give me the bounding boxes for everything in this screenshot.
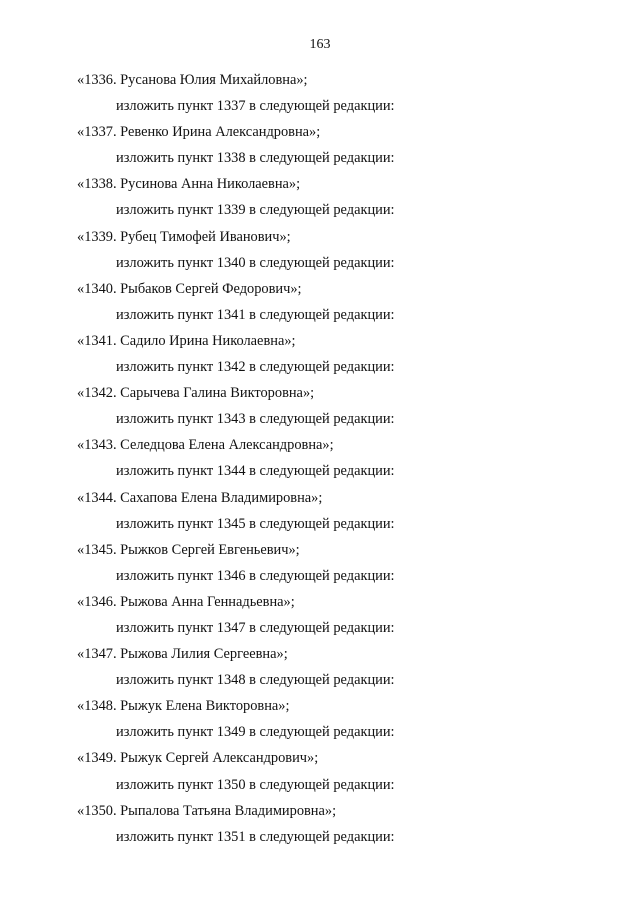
entry-1338 [77, 171, 597, 223]
entry-1349 [77, 745, 597, 797]
entry-instruction: изложить пункт 1339 в следующей редакции: [116, 202, 395, 219]
entry-instruction: изложить пункт 1343 в следующей редакции: [116, 411, 395, 428]
entry-1339 [77, 224, 597, 276]
entry-name-line: «1349. Рыжук Сергей Александрович»; [77, 750, 319, 767]
entry-instruction: изложить пункт 1345 в следующей редакции: [116, 515, 395, 532]
entry-1337 [77, 119, 597, 171]
entry-name-line: «1344. Сахапова Елена Владимировна»; [77, 489, 323, 506]
entry-1341 [77, 328, 597, 380]
entry-name-line: «1347. Рыжова Лилия Сергеевна»; [77, 646, 288, 663]
entry-name-line: «1336. Русанова Юлия Михайловна»; [77, 72, 308, 88]
entry-1345 [77, 537, 597, 589]
entry-name-line: «1340. Рыбаков Сергей Федорович»; [77, 280, 302, 297]
entry-name-line: «1338. Русинова Анна Николаевна»; [77, 176, 301, 193]
entry-instruction: изложить пункт 1351 в следующей редакции: [116, 828, 395, 845]
entry-1346 [77, 589, 597, 641]
entry-instruction: изложить пункт 1346 в следующей редакции: [116, 567, 395, 584]
entry-instruction: изложить пункт 1341 в следующей редакции: [116, 306, 395, 323]
entry-instruction: изложить пункт 1350 в следующей редакции: [116, 776, 395, 793]
entry-1344 [77, 485, 597, 537]
entry-1350 [77, 798, 597, 850]
entry-name-line: «1345. Рыжков Сергей Евгеньевич»; [77, 541, 300, 558]
entry-name-line: «1337. Ревенко Ирина Александровна»; [77, 124, 321, 141]
entry-instruction: изложить пункт 1340 в следующей редакции: [116, 254, 395, 271]
entry-name-line: «1350. Рыпалова Татьяна Владимировна»; [77, 802, 337, 819]
entry-name-line: «1346. Рыжова Анна Геннадьевна»; [77, 593, 295, 610]
entry-1348 [77, 693, 597, 745]
entry-1342 [77, 380, 597, 432]
entry-instruction: изложить пункт 1344 в следующей редакции: [116, 463, 395, 480]
entry-instruction: изложить пункт 1342 в следующей редакции: [116, 359, 395, 376]
entry-instruction: изложить пункт 1337 в следующей редакции: [116, 98, 395, 115]
entry-name-line: «1339. Рубец Тимофей Иванович»; [77, 228, 291, 245]
entry-1336 [77, 67, 597, 119]
entry-instruction: изложить пункт 1348 в следующей редакции: [116, 672, 395, 689]
entry-1347 [77, 641, 597, 693]
entry-1340 [77, 276, 597, 328]
entry-instruction: изложить пункт 1349 в следующей редакции: [116, 724, 395, 741]
entry-instruction: изложить пункт 1347 в следующей редакции: [116, 619, 395, 636]
entry-name-line: «1348. Рыжук Елена Викторовна»; [77, 698, 290, 715]
entry-name-line: «1342. Сарычева Галина Викторовна»; [77, 385, 315, 402]
page-number: 163 [309, 37, 331, 52]
entry-name-line: «1341. Садило Ирина Николаевна»; [77, 332, 296, 349]
entry-name-line: «1343. Селедцова Елена Александровна»; [77, 437, 334, 454]
entry-1343 [77, 432, 597, 484]
entry-instruction: изложить пункт 1338 в следующей редакции: [116, 150, 395, 167]
document-body [77, 67, 597, 850]
